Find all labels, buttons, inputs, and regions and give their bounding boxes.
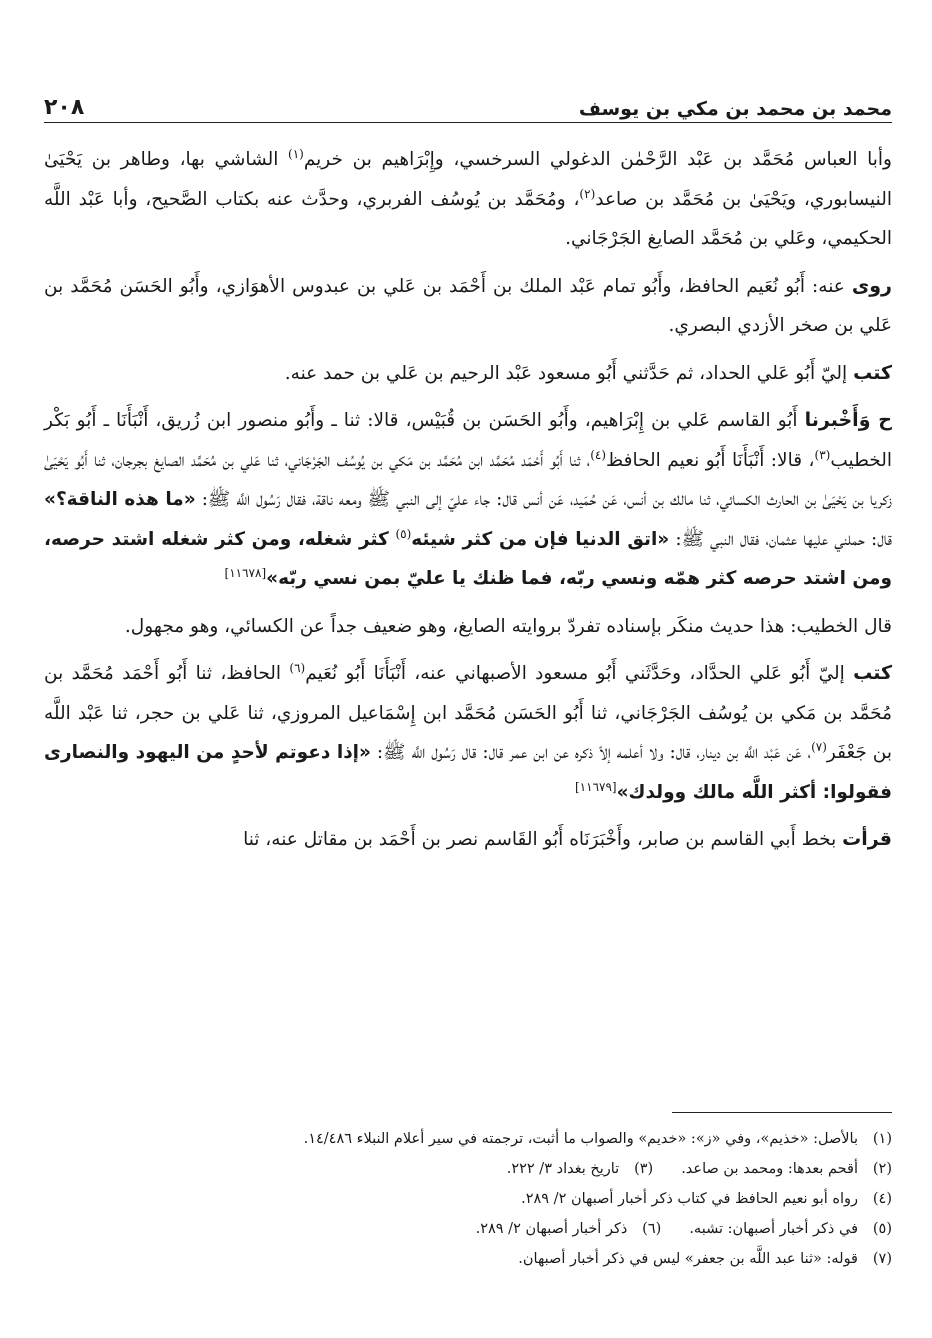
text-run: إليّ أَبُو عَلي الحداد، ثم حَدَّثني أَبُو مسعود عَبْد الرحيم بن عَلي بن حمد عنه. (284, 362, 854, 384)
text-run: الشاشي بها، وطاهر بن يَحْيَىٰ النيسابوري، ويَحْيَىٰ بن مُحَمَّد بن صاعد (44, 149, 892, 210)
footnote-text: في ذكر أخبار أصبهان: تشبه. (689, 1221, 858, 1237)
text-run: قال الخطيب: هذا حديث منكَر بإسناده تفردّ بروايته الصايغ، وهو ضعيف جداً عن الكسائي، وهو مجهول. (124, 615, 892, 637)
footnote-1 (304, 1124, 892, 1154)
paragraph-1 (44, 140, 892, 259)
footnote-5 (689, 1214, 892, 1244)
footnote-2 (681, 1154, 892, 1184)
paragraph-7 (44, 820, 892, 860)
footnote-marker: (٥) (395, 526, 412, 541)
text-run: وأبا العباس مُحَمَّد بن عَبْد الرَّحْمٰن الدغولي السرخسي، وإِبْرَاهيم بن خريم (303, 149, 892, 170)
paragraph-lead-word: قرأت (842, 828, 892, 850)
text-run: ، عَن عَبْد اللَّه بن دينار، قال: ولا أعلمه إلاّ ذكره عن ابن عمر قال: قال رَسُول اللَّه ﷺ: (370, 742, 812, 763)
footnote-marker: (٢) (579, 186, 596, 201)
hadith-text: «إذا دعوتم لأحدٍ من اليهود والنصارى فقولوا: أكثر اللَّه مالك وولدك» (44, 742, 892, 803)
paragraph-lead-word: ح وَأَخْبرنا (804, 409, 893, 431)
footnote-text: تاريخ بغداد ٣/ ٢٢٢. (506, 1161, 620, 1177)
text-run: أَبُو القاسم عَلي بن إِبْرَاهيم، وأَبُو الحَسَن بن قُبَيْس، قالا: ثنا ـ وأَبُو منصور ابن زُريق، أَنْبَأَنَا ـ أَبُو بَكْر الخطيب (44, 410, 892, 471)
footnote-marker: (٦) (289, 660, 306, 675)
footnote-number: (٢) (872, 1161, 892, 1177)
footnote-row (44, 1244, 892, 1274)
book-page (44, 0, 892, 1338)
paragraph-4 (44, 401, 892, 599)
paragraph-6 (44, 654, 892, 812)
footnote-3 (507, 1154, 653, 1184)
paragraph-lead-word: روى (851, 274, 892, 297)
text-run: عنه: أَبُو نُعَيم الحافظ، وأَبُو تمام عَبْد الملك بن أَحْمَد بن عَلي بن عبدوس الأهوَازي، وأَبُو الحَسَن مُحَمَّد بن عَلي بن صخر الأزدي البصري. (44, 275, 892, 336)
footnote-marker: (١) (288, 146, 304, 161)
text-run: إليّ أَبُو عَلي الحدَّاد، وحَدَّثَني أَبُو مسعود الأصبهاني عنه، أَنْبَأَنَا أَبُو نُعَيم (305, 663, 854, 684)
paragraph-3 (44, 354, 892, 394)
main-text (44, 140, 892, 868)
header-rule (44, 122, 892, 123)
footnote-number: (١) (872, 1131, 892, 1147)
paragraph-lead-word: كتب (853, 361, 892, 384)
footnote-marker: (٧) (811, 739, 827, 754)
footnote-text: ذكر أخبار أصبهان ٢/ ٢٨٩. (475, 1221, 628, 1237)
footnote-number: (٥) (872, 1221, 892, 1237)
footnote-text: أقحم بعدها: ومحمد بن صاعد. (681, 1161, 858, 1177)
footnote-row (44, 1214, 892, 1244)
text-run: الحافظ، ثنا أَبُو أَحْمَد مُحَمَّد بن مُحَمَّد بن مَكي بن يُوسُف الجَرْجَاني، ثنا أَبُو الحَسَن مُحَمَّد ابن إِسْمَاعيل المروزي، ثنا عَلي بن حجر، ثنا عَبْد اللَّه بن جَعْفَر (44, 663, 892, 763)
text-run: بخط أَبي القاسم بن صابر، وأَخْبَرَنَاه أَبُو القَاسم نصر بن أَحْمَد بن مقاتل عنه، ثنا (243, 829, 843, 850)
page-header (44, 86, 892, 120)
text-run: قال: حملني عليها عثمان، فقال النبي ﷺ: (669, 528, 892, 550)
footnote-row (44, 1124, 892, 1154)
footnote-row (44, 1184, 892, 1214)
running-title: محمد بن محمد بن مكي بن يوسف (578, 98, 892, 120)
footnote-row (44, 1154, 892, 1184)
footnote-number: (٤) (872, 1191, 892, 1207)
paragraph-5 (44, 607, 892, 647)
paragraph-2 (44, 267, 892, 346)
paragraph-lead-word: كتب (853, 662, 893, 684)
footnote-marker: (٣) (814, 447, 831, 462)
footnote-text: رواه أبو نعيم الحافظ في كتاب ذكر أخبار أصبهان ٢/ ٢٨٩. (521, 1191, 858, 1207)
footnote-text: بالأصل: «خذيم»، وفي «ز»: «خديم» والصواب ما أثبت، ترجمته في سير أعلام النبلاء ١٤/٤٨٦. (303, 1131, 858, 1147)
footnote-4 (521, 1184, 892, 1214)
text-run: ، ومُحَمَّد بن يُوسُف الفربري، وحدَّث عنه بكتاب الصَّحيح، وأبا عَبْد اللَّه الحكيمي، وعَلي بن مُحَمَّد الصايغ الجَرْجَاني. (44, 188, 892, 249)
footnote-separator (672, 1112, 892, 1113)
footnotes (44, 1124, 892, 1274)
hadith-reference-number: [١١٦٧٩] (574, 779, 617, 794)
hadith-reference-number: [١١٦٧٨] (224, 565, 267, 580)
hadith-text: كثر شغله، ومن كثر شغله اشتد حرصه، ومن اشتد حرصه كثر همّه ونسي ربّه، فما ظنك يا عليّ بمن نسي ربّه» (44, 528, 892, 589)
footnote-number: (٧) (872, 1251, 892, 1267)
page-number: ٢٠٨ (44, 95, 85, 120)
footnote-text: قوله: «ثنا عبد اللَّه بن جعفر» ليس في ذكر أخبار أصبهان. (518, 1251, 858, 1267)
footnote-6 (476, 1214, 662, 1244)
hadith-text: «ما هذه الناقة؟» (44, 489, 196, 510)
text-run: ، ثنا أَبُو أَحْمَد مُحَمَّد ابن مُحَمَّد بن مَكي بن يُوسُف الجَرْجَاني، ثنا عَلي بن مُحَمَّد الصايغ بجرجان، ثنا أَبُو يَحْيَىٰ زكريا بن يَحْيَىٰ بن الحارث الكسائي، ثنا مالك بن أنس، عَن حُمَيد، عَن أنس قال: جاء عليّ إلى النبي ﷺ ومعه ناقة، فقال رَسُول اللَّه ﷺ: (44, 449, 892, 510)
text-run: ، قالا: أَنْبَأَنَا أَبُو نعيم الحافظ (606, 449, 815, 471)
footnote-marker: (٤) (590, 447, 607, 462)
footnote-number: (٦) (642, 1221, 662, 1237)
footnote-7 (518, 1244, 892, 1274)
footnote-number: (٣) (634, 1161, 654, 1177)
hadith-text: «اتق الدنيا فإن من كثر شيئه (411, 528, 670, 550)
